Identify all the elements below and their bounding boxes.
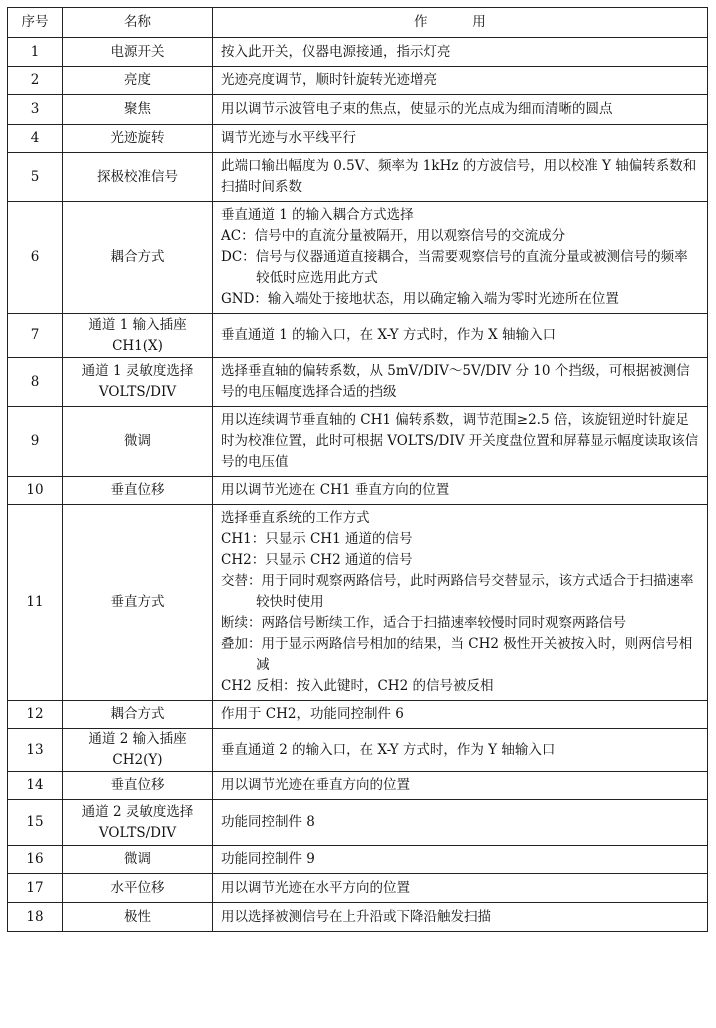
function-line: 功能同控制件 9 <box>221 851 315 867</box>
table-row <box>8 358 708 407</box>
control-function <box>213 701 708 729</box>
function-line: CH2 反相：按入此键时，CH2 的信号被反相 <box>221 678 494 694</box>
row-number: 2 <box>8 67 63 95</box>
control-name: 通道 1 输入插座 CH1(X) <box>63 314 213 358</box>
table-header-row <box>8 8 708 38</box>
control-name: 耦合方式 <box>63 701 213 729</box>
control-function <box>213 202 708 314</box>
table-body <box>8 38 708 932</box>
row-number: 3 <box>8 95 63 125</box>
control-function <box>213 729 708 772</box>
control-function <box>213 358 708 407</box>
control-name: 聚焦 <box>63 95 213 125</box>
table-row <box>8 202 708 314</box>
control-name: 垂直位移 <box>63 477 213 505</box>
control-name: 通道 2 输入插座 CH2(Y) <box>63 729 213 772</box>
function-line: 调节光迹与水平线平行 <box>221 130 356 146</box>
function-line: AC：信号中的直流分量被隔开，用以观察信号的交流成分 <box>221 228 566 244</box>
function-line: 垂直通道 1 的输入口，在 X-Y 方式时，作为 X 轴输入口 <box>221 327 557 343</box>
control-name: 电源开关 <box>63 38 213 67</box>
table-row <box>8 38 708 67</box>
control-function <box>213 407 708 477</box>
control-function <box>213 846 708 874</box>
control-function <box>213 772 708 800</box>
table-row <box>8 125 708 153</box>
function-line: CH2：只显示 CH2 通道的信号 <box>221 552 413 568</box>
function-line: GND：输入端处于接地状态，用以确定输入端为零时光迹所在位置 <box>221 291 619 307</box>
function-line: 交替：用于同时观察两路信号，此时两路信号交替显示，该方式适合于扫描速率较快时使用 <box>221 573 694 610</box>
control-function <box>213 38 708 67</box>
row-number: 9 <box>8 407 63 477</box>
control-name: 微调 <box>63 846 213 874</box>
row-number: 14 <box>8 772 63 800</box>
row-number: 5 <box>8 153 63 202</box>
control-function <box>213 125 708 153</box>
row-number: 16 <box>8 846 63 874</box>
control-name: 垂直位移 <box>63 772 213 800</box>
control-name: 水平位移 <box>63 874 213 903</box>
table-row <box>8 903 708 932</box>
function-line: 垂直通道 2 的输入口，在 X-Y 方式时，作为 Y 轴输入口 <box>221 741 556 758</box>
function-line: 用以调节光迹在水平方向的位置 <box>221 879 410 896</box>
header-func-text: 作 用 <box>413 14 507 30</box>
control-function <box>213 477 708 505</box>
control-function <box>213 314 708 358</box>
row-number: 7 <box>8 314 63 358</box>
control-name: 耦合方式 <box>63 202 213 314</box>
function-line: 功能同控制件 8 <box>221 814 315 830</box>
control-function <box>213 903 708 932</box>
function-line: CH1：只显示 CH1 通道的信号 <box>221 531 413 547</box>
function-line: 用以调节示波管电子束的焦点，使显示的光点成为细而清晰的圆点 <box>221 101 613 117</box>
function-line: DC：信号与仪器通道直接耦合，当需要观察信号的直流分量或被测信号的频率较低时应选用此方式 <box>221 249 688 286</box>
control-function <box>213 95 708 125</box>
table-row <box>8 505 708 701</box>
function-line: 用以连续调节垂直轴的 CH1 偏转系数，调节范围≥2.5 倍，该旋钮逆时针旋足时为校准位置，此时可根据 VOLTS/DIV 开关度盘位置和屏幕显示幅度读取该信号的电压值 <box>221 412 699 470</box>
function-line: 用以选择被测信号在上升沿或下降沿触发扫描 <box>221 908 491 925</box>
control-function <box>213 153 708 202</box>
row-number: 6 <box>8 202 63 314</box>
control-name: 探极校准信号 <box>63 153 213 202</box>
table-row <box>8 477 708 505</box>
table-row <box>8 95 708 125</box>
controls-table <box>7 7 708 932</box>
row-number: 13 <box>8 729 63 772</box>
header-no: 序号 <box>8 8 63 38</box>
row-number: 10 <box>8 477 63 505</box>
control-function <box>213 67 708 95</box>
row-number: 4 <box>8 125 63 153</box>
table-row <box>8 67 708 95</box>
function-line: 垂直通道 1 的输入耦合方式选择 <box>221 207 414 223</box>
table-row <box>8 153 708 202</box>
table-row <box>8 874 708 903</box>
table-row <box>8 729 708 772</box>
function-line: 作用于 CH2，功能同控制件 6 <box>221 706 404 722</box>
control-name: 通道 2 灵敏度选择 VOLTS/DIV <box>63 800 213 846</box>
table-row <box>8 846 708 874</box>
control-name: 微调 <box>63 407 213 477</box>
row-number: 11 <box>8 505 63 701</box>
row-number: 18 <box>8 903 63 932</box>
function-line: 选择垂直轴的偏转系数，从 5mV/DIV～5V/DIV 分 10 个挡级，可根据被测信号的电压幅度选择合适的挡级 <box>221 363 690 400</box>
row-number: 15 <box>8 800 63 846</box>
function-line: 断续：两路信号断续工作，适合于扫描速率较慢时同时观察两路信号 <box>221 615 626 631</box>
table-row <box>8 407 708 477</box>
function-line: 按入此开关，仪器电源接通，指示灯亮 <box>221 43 451 60</box>
control-function <box>213 505 708 701</box>
function-line: 用以调节光迹在 CH1 垂直方向的位置 <box>221 482 450 498</box>
control-function <box>213 874 708 903</box>
control-name: 光迹旋转 <box>63 125 213 153</box>
control-name: 通道 1 灵敏度选择 VOLTS/DIV <box>63 358 213 407</box>
function-line: 选择垂直系统的工作方式 <box>221 510 370 526</box>
table-row <box>8 314 708 358</box>
table-row <box>8 701 708 729</box>
function-line: 光迹亮度调节，顺时针旋转光迹增亮 <box>221 72 437 88</box>
function-line: 叠加：用于显示两路信号相加的结果，当 CH2 极性开关被按入时，则两信号相减 <box>221 636 693 673</box>
function-line: 此端口输出幅度为 0.5V、频率为 1kHz 的方波信号，用以校准 Y 轴偏转系数和扫描时间系数 <box>221 158 697 195</box>
row-number: 17 <box>8 874 63 903</box>
table-row <box>8 772 708 800</box>
control-name: 极性 <box>63 903 213 932</box>
table-row <box>8 800 708 846</box>
row-number: 8 <box>8 358 63 407</box>
control-name: 垂直方式 <box>63 505 213 701</box>
row-number: 12 <box>8 701 63 729</box>
control-function <box>213 800 708 846</box>
row-number: 1 <box>8 38 63 67</box>
header-func <box>213 8 708 38</box>
header-name: 名称 <box>63 8 213 38</box>
control-name: 亮度 <box>63 67 213 95</box>
function-line: 用以调节光迹在垂直方向的位置 <box>221 777 410 793</box>
